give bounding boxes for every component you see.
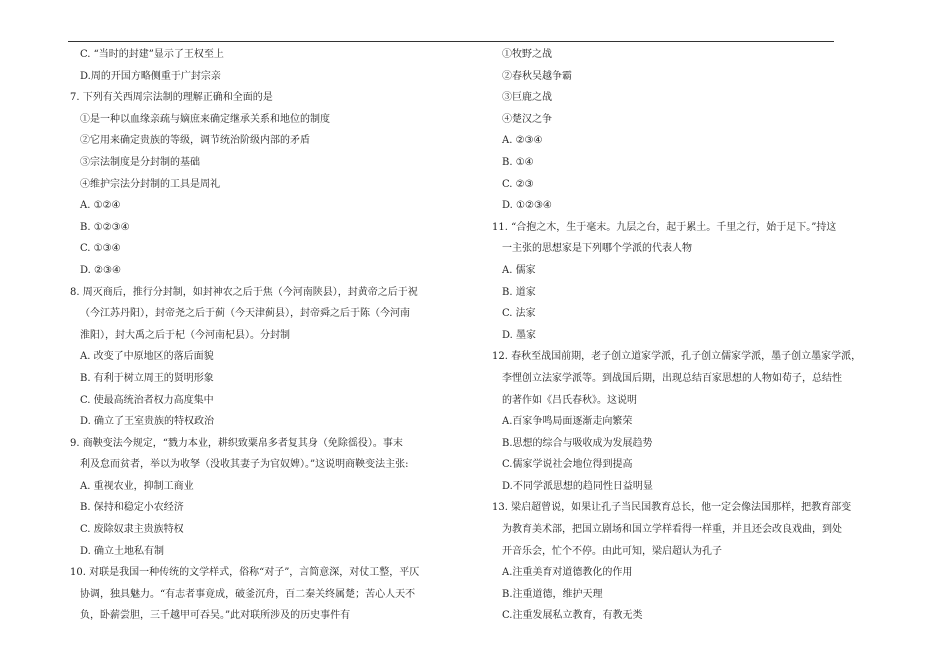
text-line: 利及怠而贫者，举以为收孥（没收其妻子为官奴婢）。”这说明商鞅变法主张: xyxy=(80,459,409,471)
text-line: C. ②③ xyxy=(502,178,534,190)
text-line: C. “当时的封建”显示了王权至上 xyxy=(80,49,224,60)
text-line: D. 确立土地私有制 xyxy=(80,545,165,557)
text-line: A. ①②④ xyxy=(80,200,121,212)
text-line: ③巨鹿之战 xyxy=(502,92,552,104)
text-line: D.周的开国方略侧重于广封宗亲 xyxy=(80,70,221,82)
text-line: B. 保持和稳定小农经济 xyxy=(80,502,184,514)
text-line: ③宗法制度是分封制的基础 xyxy=(80,156,200,168)
text-line: B.思想的综合与吸收成为发展趋势 xyxy=(502,437,653,449)
text-line: ④维护宗法分封制的工具是周礼 xyxy=(80,178,220,190)
text-line: ②它用来确定贵族的等级，调节统治阶级内部的矛盾 xyxy=(80,135,310,147)
text-line: D. ①②③④ xyxy=(502,200,552,212)
right-column xyxy=(492,44,862,627)
text-line: 淮阳），封大禹之后于杞（今河南杞县）。分封制 xyxy=(80,329,290,341)
text-line: A.百家争鸣局面逐渐走向繁荣 xyxy=(502,416,633,428)
text-line: 为教育美术部，把国立剧场和国立学样看得一样重，并且还会改良戏曲，到处 xyxy=(502,524,842,536)
text-line: 一主张的思想家是下列哪个学派的代表人物 xyxy=(502,243,692,255)
text-line: 负，卧薪尝胆，三千越甲可吞吴。”此对联所涉及的历史事件有 xyxy=(80,610,351,622)
text-line: A.注重美育对道德教化的作用 xyxy=(502,567,633,579)
question-stem: 8. 周灭商后，推行分封制，如封神农之后于焦（今河南陕县），封黄帝之后于祝 xyxy=(70,286,418,298)
text-line: C. 法家 xyxy=(502,308,536,320)
question-stem: 12. 春秋至战国前期，老子创立道家学派，孔子创立儒家学派，墨子创立墨家学派， xyxy=(492,351,862,363)
text-line: A. 儒家 xyxy=(502,264,536,276)
header-rule xyxy=(68,41,834,42)
left-column xyxy=(70,44,440,627)
text-line: D. 墨家 xyxy=(502,329,537,341)
text-line: B. ①②③④ xyxy=(80,221,130,233)
text-line: D. ②③④ xyxy=(80,264,121,276)
text-line: D. 确立了王室贵族的特权政治 xyxy=(80,416,215,428)
text-line: A. ②③④ xyxy=(502,135,543,147)
question-stem: 9. 商鞅变法今规定，“戮力本业，耕织致粟帛多者复其身（免除徭役）。事末 xyxy=(70,437,403,449)
text-line: 开音乐会，忙个不停。由此可知，梁启超认为孔子 xyxy=(502,545,722,557)
question-stem: 13. 梁启超曾说，如果让孔子当民国教育总长，他一定会像法国那样，把教育部变 xyxy=(492,502,852,514)
text-line: A. 重视农业，抑制工商业 xyxy=(80,480,194,492)
text-line: ①牧野之战 xyxy=(502,49,552,60)
text-line: （今江苏丹阳），封帝尧之后于蓟（今天津蓟县），封帝舜之后于陈（今河南 xyxy=(80,308,410,320)
text-line: B. ①④ xyxy=(502,156,534,168)
text-line: B. 道家 xyxy=(502,286,536,298)
text-line: A. 改变了中原地区的落后面貌 xyxy=(80,351,214,363)
text-line: ④楚汉之争 xyxy=(502,113,552,125)
text-line: ①是一种以血缘亲疏与嫡庶来确定继承关系和地位的制度 xyxy=(80,113,330,125)
text-line: B. 有利于树立周王的贤明形象 xyxy=(80,372,214,384)
text-line: ②春秋吴越争霸 xyxy=(502,70,572,82)
text-line: C.儒家学说社会地位得到提高 xyxy=(502,459,633,471)
question-stem: 10. 对联是我国一种传统的文学样式，俗称“对子”，言简意深，对仗工整，平仄 xyxy=(70,567,420,579)
text-line: C.注重发展私立教育，有教无类 xyxy=(502,610,643,622)
text-line: C. 废除奴隶主贵族特权 xyxy=(80,524,184,536)
question-stem: 11. “合抱之木，生于毫末。九层之台，起于累土。千里之行，始于足下。”持这 xyxy=(492,221,837,233)
text-line: 的著作如《吕氏春秋》。这说明 xyxy=(502,394,637,406)
text-line: D.不同学派思想的趋同性日益明显 xyxy=(502,480,653,492)
text-line: B.注重道德，维护天理 xyxy=(502,588,603,600)
text-line: 李悝创立法家学派等。到战国后期，出现总结百家思想的人物如荀子，总结性 xyxy=(502,372,842,384)
text-line: C. 使最高统治者权力高度集中 xyxy=(80,394,214,406)
text-line: 协调，独具魅力。“有志者事竟成，破釜沉舟，百二秦关终属楚；苦心人天不 xyxy=(80,588,416,600)
question-stem: 7. 下列有关西周宗法制的理解正确和全面的是 xyxy=(70,92,273,104)
text-line: C. ①③④ xyxy=(80,243,121,255)
